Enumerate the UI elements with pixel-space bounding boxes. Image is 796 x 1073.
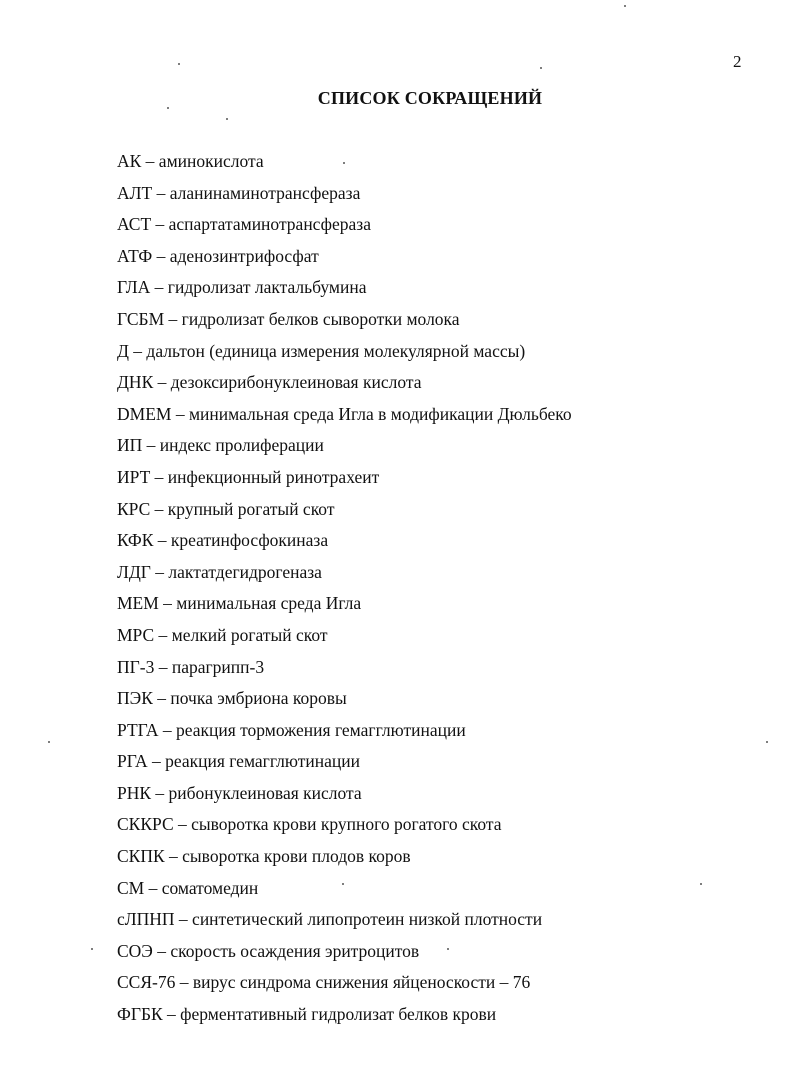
scan-speck bbox=[343, 162, 345, 164]
abbreviation-item: РНК – рибонуклеиновая кислота bbox=[117, 782, 362, 803]
abbreviation-item: ССЯ-76 – вирус синдрома снижения яйценоскости – 76 bbox=[117, 972, 531, 993]
abbreviation-item: КРС – крупный рогатый скот bbox=[117, 498, 335, 519]
abbreviation-item: РТГА – реакция торможения гемагглютинации bbox=[117, 719, 466, 740]
abbreviation-item: АК – аминокислота bbox=[117, 151, 264, 171]
abbreviation-item: СКПК – сыворотка крови плодов коров bbox=[117, 846, 411, 867]
abbreviation-item: МЕМ – минимальная среда Игла bbox=[117, 593, 362, 614]
scan-speck bbox=[447, 948, 449, 950]
page-number: 2 bbox=[733, 52, 742, 71]
abbreviation-item: МРС – мелкий рогатый скот bbox=[117, 624, 328, 645]
page-title: СПИСОК СОКРАЩЕНИЙ bbox=[317, 88, 543, 108]
abbreviation-item: ИРТ – инфекционный ринотрахеит bbox=[117, 466, 380, 487]
scan-speck bbox=[167, 107, 169, 109]
abbreviation-item: ФГБК – ферментативный гидролизат белков крови bbox=[117, 1004, 497, 1025]
scan-speck bbox=[226, 118, 228, 120]
abbreviation-item: ДНК – дезоксирибонуклеиновая кислота bbox=[117, 372, 422, 393]
abbreviation-item: СККРС – сыворотка крови крупного рогатого скота bbox=[117, 814, 502, 835]
abbreviation-item: ПГ-3 – парагрипп-3 bbox=[117, 656, 265, 677]
abbreviation-item: СОЭ – скорость осаждения эритроцитов bbox=[117, 940, 420, 961]
abbreviation-item: КФК – креатинфосфокиназа bbox=[117, 530, 329, 551]
abbreviation-item: РГА – реакция гемагглютинации bbox=[117, 751, 360, 772]
abbreviation-item: ИП – индекс пролиферации bbox=[117, 435, 324, 456]
abbreviation-item: АСТ – аспартатаминотрансфераза bbox=[117, 214, 371, 235]
abbreviation-item: АЛТ – аланинаминотрансфераза bbox=[117, 182, 361, 203]
scan-speck bbox=[540, 67, 542, 69]
scan-speck bbox=[178, 63, 180, 65]
abbreviation-item: ПЭК – почка эмбриона коровы bbox=[117, 688, 347, 709]
abbreviation-item: СМ – соматомедин bbox=[117, 877, 259, 898]
scan-speck bbox=[48, 741, 50, 743]
abbreviation-item: ГСБМ – гидролизат белков сыворотки молока bbox=[117, 308, 460, 329]
scan-speck bbox=[91, 948, 93, 950]
scan-speck bbox=[624, 5, 626, 7]
abbreviation-item: ЛДГ – лактатдегидрогеназа bbox=[117, 561, 322, 582]
scan-speck bbox=[700, 883, 702, 885]
scan-speck bbox=[342, 883, 344, 885]
abbreviation-list bbox=[117, 150, 572, 1035]
abbreviation-item: сЛПНП – синтетический липопротеин низкой плотности bbox=[117, 909, 543, 930]
abbreviation-item: ГЛА – гидролизат лактальбумина bbox=[117, 277, 367, 298]
abbreviation-item: DMEM – минимальная среда Игла в модификации Дюльбеко bbox=[117, 403, 572, 424]
abbreviation-item: Д – дальтон (единица измерения молекулярной массы) bbox=[117, 340, 526, 361]
abbreviation-item: АТФ – аденозинтрифосфат bbox=[117, 245, 319, 266]
scan-speck bbox=[766, 741, 768, 743]
